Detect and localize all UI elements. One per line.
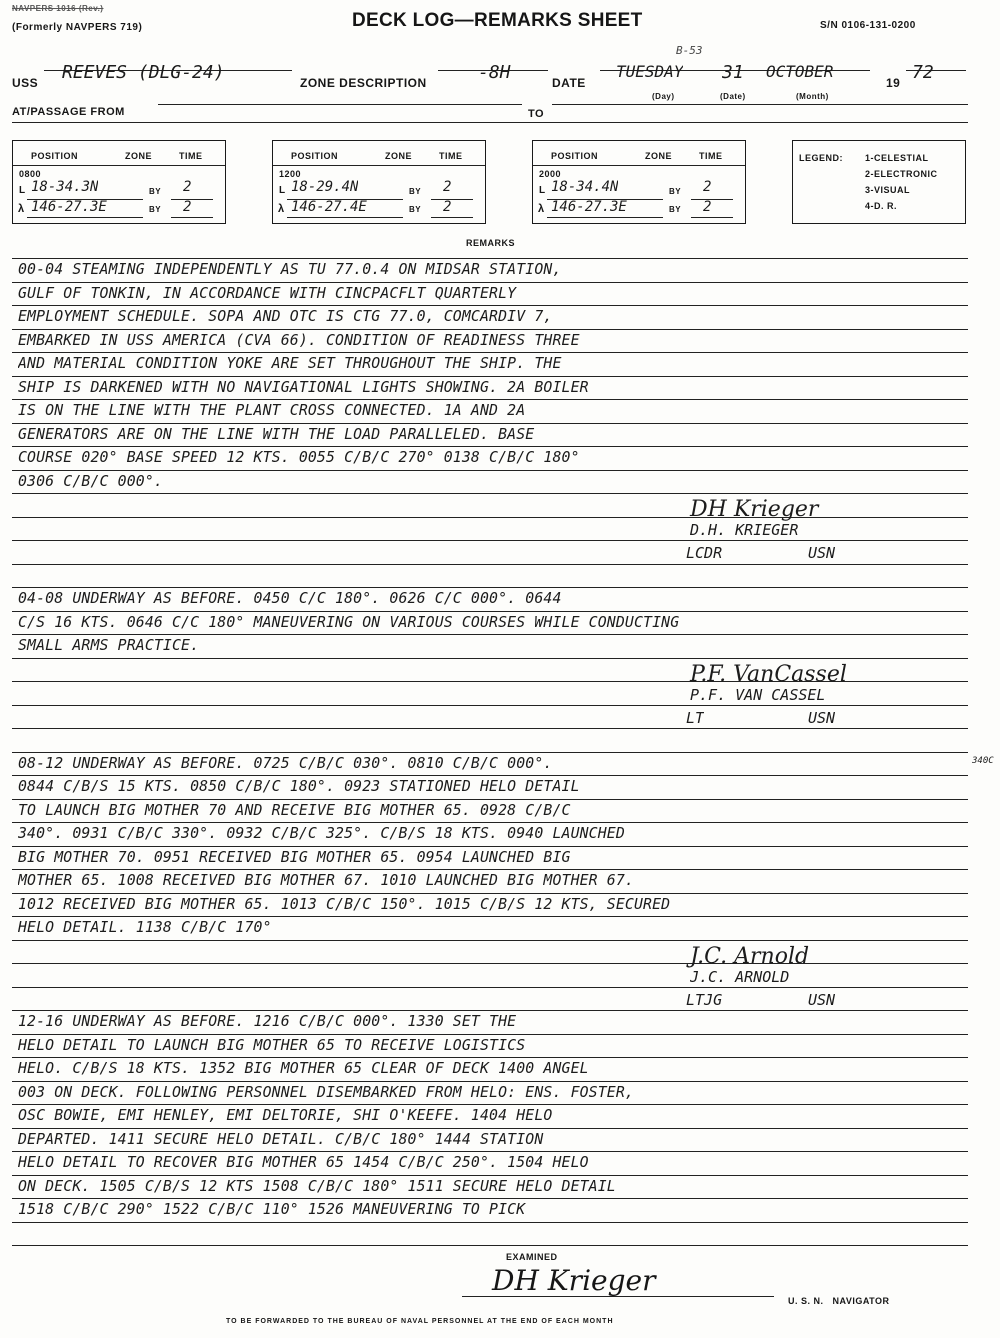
stamp-mark: B-53 bbox=[676, 44, 703, 57]
page-title: DECK LOG—REMARKS SHEET bbox=[352, 10, 643, 31]
ruled-line bbox=[12, 282, 968, 283]
year-prefix: 19 bbox=[886, 76, 901, 90]
remark-line: 340°. 0931 C/B/C 330°. 0932 C/B/C 325°. C/B/S 18 KTS. 0940 LAUNCHED bbox=[18, 825, 625, 842]
remark-line: COURSE 020° BASE SPEED 12 KTS. 0055 C/B/C 270° 0138 C/B/C 180° bbox=[18, 449, 580, 466]
signature-mark: DH Krieger bbox=[690, 497, 819, 522]
latitude-value: 18-29.4N bbox=[291, 179, 359, 195]
ruled-line bbox=[12, 1081, 968, 1082]
ruled-line bbox=[12, 258, 968, 259]
remark-line: SHIP IS DARKENED WITH NO NAVIGATIONAL LIGHTS SHOWING. 2A BOILER bbox=[18, 379, 589, 396]
longitude-mark: λ bbox=[538, 203, 545, 215]
signature-service: USN bbox=[808, 991, 836, 1009]
remark-line: HELO DETAIL TO LAUNCH BIG MOTHER 65 TO RECEIVE LOGISTICS bbox=[18, 1037, 526, 1054]
latitude-fix-code: 2 bbox=[703, 179, 712, 195]
position-box bbox=[532, 140, 746, 224]
position-header: POSITION bbox=[291, 151, 339, 161]
position-header: POSITION bbox=[551, 151, 599, 161]
remark-line: MOTHER 65. 1008 RECEIVED BIG MOTHER 67. 1010 LAUNCHED BIG MOTHER 67. bbox=[18, 872, 634, 889]
remark-line: 08-12 UNDERWAY AS BEFORE. 0725 C/B/C 030°. 0810 C/B/C 000°. bbox=[18, 755, 553, 772]
remark-line: SMALL ARMS PRACTICE. bbox=[18, 637, 200, 654]
ruled-line bbox=[12, 1010, 968, 1011]
ruled-line bbox=[12, 705, 968, 706]
latitude-fix-code: 2 bbox=[183, 179, 192, 195]
longitude-fix-code: 2 bbox=[443, 199, 452, 215]
zone-header: ZONE bbox=[385, 151, 413, 161]
latitude-by: BY bbox=[409, 187, 422, 196]
latitude-value: 18-34.3N bbox=[31, 179, 99, 195]
ruled-line bbox=[12, 329, 968, 330]
remark-line: AND MATERIAL CONDITION YOKE ARE SET THROUGHOUT THE SHIP. THE bbox=[18, 355, 562, 372]
day-caption: (Day) bbox=[652, 92, 675, 101]
ruled-line bbox=[12, 1151, 968, 1152]
remark-line: HELO DETAIL TO RECOVER BIG MOTHER 65 1454 C/B/C 250°. 1504 HELO bbox=[18, 1154, 589, 1171]
longitude-value: 146-27.4E bbox=[291, 199, 367, 215]
remark-line: 04-08 UNDERWAY AS BEFORE. 0450 C/C 180°. 0626 C/C 000°. 0644 bbox=[18, 590, 562, 607]
ruled-line bbox=[12, 446, 968, 447]
remark-line: GULF OF TONKIN, IN ACCORDANCE WITH CINCPACFLT QUARTERLY bbox=[18, 285, 517, 302]
signature-rank: LCDR bbox=[686, 544, 723, 562]
longitude-by: BY bbox=[669, 205, 682, 214]
stock-number: S/N 0106-131-0200 bbox=[820, 20, 916, 31]
navigator-label: U. S. N. NAVIGATOR bbox=[788, 1296, 890, 1306]
signature-name: J.C. ARNOLD bbox=[690, 968, 790, 986]
ruled-line bbox=[12, 540, 968, 541]
remark-line: HELO. C/B/S 18 KTS. 1352 BIG MOTHER 65 CLEAR OF DECK 1400 ANGEL bbox=[18, 1060, 589, 1077]
position-time: 0800 bbox=[19, 169, 42, 179]
signature-mark: J.C. Arnold bbox=[690, 944, 810, 969]
remark-line: 1012 RECEIVED BIG MOTHER 65. 1013 C/B/C 150°. 1015 C/B/S 12 KTS, SECURED bbox=[18, 896, 671, 913]
date-label: DATE bbox=[552, 76, 586, 90]
remark-line: 0306 C/B/C 000°. bbox=[18, 473, 163, 490]
ruled-line bbox=[12, 987, 968, 988]
ruled-line bbox=[12, 1175, 968, 1176]
ruled-line bbox=[12, 1057, 968, 1058]
remark-line: OSC BOWIE, EMI HENLEY, EMI DELTORIE, SHI O'KEEFE. 1404 HELO bbox=[18, 1107, 553, 1124]
remark-line: GENERATORS ARE ON THE LINE WITH THE LOAD PARALLELED. BASE bbox=[18, 426, 535, 443]
ruled-line bbox=[12, 611, 968, 612]
position-time: 2000 bbox=[539, 169, 562, 179]
ruled-line bbox=[12, 470, 968, 471]
signature-name: D.H. KRIEGER bbox=[690, 521, 799, 539]
latitude-value: 18-34.4N bbox=[551, 179, 619, 195]
ruled-line bbox=[12, 305, 968, 306]
passage-to-label: TO bbox=[528, 108, 545, 120]
legend-item-4: 4-D. R. bbox=[865, 201, 898, 211]
position-header: POSITION bbox=[31, 151, 79, 161]
remark-line: 00-04 STEAMING INDEPENDENTLY AS TU 77.0.4 ON MIDSAR STATION, bbox=[18, 261, 562, 278]
ruled-line bbox=[12, 846, 968, 847]
remark-line: HELO DETAIL. 1138 C/B/C 170° bbox=[18, 919, 272, 936]
zone-header: ZONE bbox=[645, 151, 673, 161]
longitude-mark: λ bbox=[18, 203, 25, 215]
longitude-fix-code: 2 bbox=[183, 199, 192, 215]
longitude-by: BY bbox=[409, 205, 422, 214]
uss-label: USS bbox=[12, 76, 39, 90]
legend-item-3: 3-VISUAL bbox=[865, 185, 911, 195]
month-value: OCTOBER bbox=[766, 62, 834, 81]
remark-line: 0844 C/B/S 15 KTS. 0850 C/B/C 180°. 0923 STATIONED HELO DETAIL bbox=[18, 778, 580, 795]
time-header: TIME bbox=[179, 151, 203, 161]
ruled-line bbox=[12, 564, 968, 565]
date-caption: (Date) bbox=[720, 92, 746, 101]
form-number-top: NAVPERS 1016 (Rev.) bbox=[12, 4, 104, 13]
footer-note: TO BE FORWARDED TO THE BUREAU OF NAVAL PERSONNEL AT THE END OF EACH MONTH bbox=[226, 1318, 614, 1325]
time-header: TIME bbox=[699, 151, 723, 161]
zone-header: ZONE bbox=[125, 151, 153, 161]
position-box bbox=[272, 140, 486, 224]
year-value: 72 bbox=[912, 62, 934, 83]
margin-note: 340C bbox=[972, 756, 994, 766]
ruled-line bbox=[12, 775, 968, 776]
ruled-line bbox=[12, 587, 968, 588]
signature-service: USN bbox=[808, 544, 836, 562]
longitude-by: BY bbox=[149, 205, 162, 214]
position-time: 1200 bbox=[279, 169, 302, 179]
ruled-line bbox=[12, 822, 968, 823]
remark-line: EMBARKED IN USS AMERICA (CVA 66). CONDITION OF READINESS THREE bbox=[18, 332, 580, 349]
latitude-fix-code: 2 bbox=[443, 179, 452, 195]
remarks-heading: REMARKS bbox=[466, 238, 516, 248]
form-number: (Formerly NAVPERS 719) bbox=[12, 22, 143, 33]
ruled-line bbox=[12, 493, 968, 494]
ruled-line bbox=[12, 893, 968, 894]
ruled-line bbox=[12, 352, 968, 353]
legend-box bbox=[792, 140, 966, 224]
passage-from-label: AT/PASSAGE FROM bbox=[12, 106, 125, 118]
ruled-line bbox=[12, 423, 968, 424]
longitude-fix-code: 2 bbox=[703, 199, 712, 215]
remark-line: TO LAUNCH BIG MOTHER 70 AND RECEIVE BIG MOTHER 65. 0928 C/B/C bbox=[18, 802, 571, 819]
month-caption: (Month) bbox=[796, 92, 829, 101]
ruled-line bbox=[12, 634, 968, 635]
ruled-line bbox=[12, 728, 968, 729]
day-value: TUESDAY bbox=[616, 62, 684, 81]
ruled-line bbox=[12, 399, 968, 400]
zone-description-label: ZONE DESCRIPTION bbox=[300, 76, 427, 90]
ruled-line bbox=[12, 376, 968, 377]
longitude-value: 146-27.3E bbox=[551, 199, 627, 215]
latitude-mark: L bbox=[539, 185, 546, 196]
ruled-line bbox=[12, 1245, 968, 1246]
legend-label: LEGEND: bbox=[799, 153, 843, 163]
ruled-line bbox=[12, 1034, 968, 1035]
legend-item-1: 1-CELESTIAL bbox=[865, 153, 929, 163]
ruled-line bbox=[12, 940, 968, 941]
ruled-line bbox=[12, 1104, 968, 1105]
remark-line: BIG MOTHER 70. 0951 RECEIVED BIG MOTHER 65. 0954 LAUNCHED BIG bbox=[18, 849, 571, 866]
examiner-signature: DH Krieger bbox=[492, 1264, 656, 1297]
legend-item-2: 2-ELECTRONIC bbox=[865, 169, 938, 179]
ship-name: REEVES (DLG-24) bbox=[62, 62, 225, 83]
remark-line: ON DECK. 1505 C/B/S 12 KTS 1508 C/B/C 180° 1511 SECURE HELO DETAIL bbox=[18, 1178, 616, 1195]
date-value: 31 bbox=[722, 62, 744, 83]
ruled-line bbox=[12, 963, 968, 964]
signature-service: USN bbox=[808, 709, 836, 727]
signature-rank: LT bbox=[686, 709, 705, 727]
ruled-line bbox=[12, 517, 968, 518]
remark-line: 12-16 UNDERWAY AS BEFORE. 1216 C/B/C 000°. 1330 SET THE bbox=[18, 1013, 517, 1030]
remark-line: EMPLOYMENT SCHEDULE. SOPA AND OTC IS CTG 77.0, COMCARDIV 7, bbox=[18, 308, 553, 325]
time-header: TIME bbox=[439, 151, 463, 161]
examined-label: EXAMINED bbox=[506, 1252, 558, 1262]
longitude-mark: λ bbox=[278, 203, 285, 215]
remark-line: 003 ON DECK. FOLLOWING PERSONNEL DISEMBARKED FROM HELO: ENS. FOSTER, bbox=[18, 1084, 634, 1101]
position-box bbox=[12, 140, 226, 224]
zone-description-value: -8H bbox=[478, 62, 511, 83]
remark-line: 1518 C/B/C 290° 1522 C/B/C 110° 1526 MANEUVERING TO PICK bbox=[18, 1201, 526, 1218]
ruled-line bbox=[12, 658, 968, 659]
ruled-line bbox=[12, 1198, 968, 1199]
signature-mark: P.F. VanCassel bbox=[690, 662, 847, 687]
ruled-line bbox=[12, 799, 968, 800]
ruled-line bbox=[12, 1128, 968, 1129]
latitude-mark: L bbox=[19, 185, 26, 196]
remark-line: DEPARTED. 1411 SECURE HELO DETAIL. C/B/C 180° 1444 STATION bbox=[18, 1131, 544, 1148]
latitude-by: BY bbox=[149, 187, 162, 196]
latitude-mark: L bbox=[279, 185, 286, 196]
signature-rank: LTJG bbox=[686, 991, 723, 1009]
ruled-line bbox=[12, 1222, 968, 1223]
ruled-line bbox=[12, 752, 968, 753]
signature-name: P.F. VAN CASSEL bbox=[690, 686, 826, 704]
longitude-value: 146-27.3E bbox=[31, 199, 107, 215]
remark-line: IS ON THE LINE WITH THE PLANT CROSS CONNECTED. 1A AND 2A bbox=[18, 402, 526, 419]
ruled-line bbox=[12, 869, 968, 870]
latitude-by: BY bbox=[669, 187, 682, 196]
ruled-line bbox=[12, 916, 968, 917]
remark-line: C/S 16 KTS. 0646 C/C 180° MANEUVERING ON VARIOUS COURSES WHILE CONDUCTING bbox=[18, 614, 680, 631]
